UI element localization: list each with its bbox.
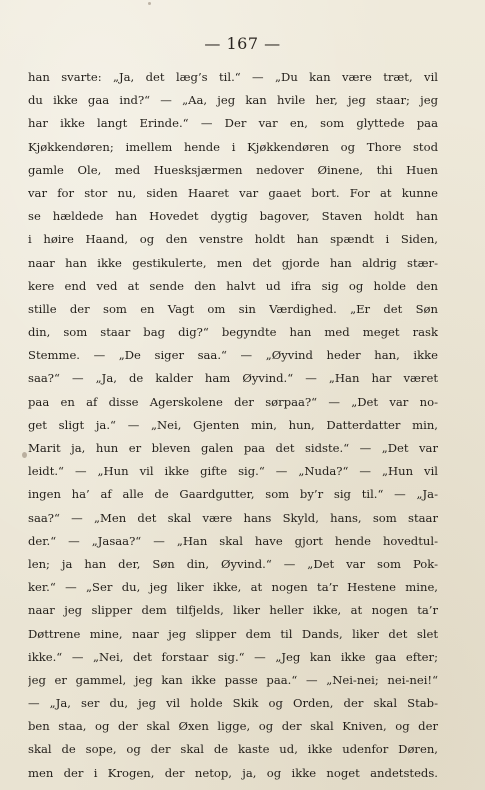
text-line: get sligt ja.“ — „Nei, Gjenten min, hun, Datterdatter min, — [28, 417, 438, 432]
text-line: Stemme. — „De siger saa.“ — „Øyvind heder han, ikke — [28, 348, 438, 363]
text-line: men der i Krogen, der netop, ja, og ikke noget andetsteds. — [28, 765, 438, 780]
text-line: der.“ — „Jasaa?“ — „Han skal have gjort hende hovedtul- — [28, 533, 438, 548]
text-line: var for stor nu, siden Haaret var gaaet bort. For at kunne — [28, 185, 438, 200]
text-line: gamle Ole, med Huesksjærmen nedover Øinene, thi Huen — [28, 162, 438, 177]
text-line: len; ja han der, Søn din, Øyvind.“ — „Det var som Pok- — [28, 556, 438, 571]
body-text — [28, 66, 438, 785]
paper-speck — [22, 452, 27, 458]
text-line: se hældede han Hovedet dygtig bagover, Staven holdt han — [28, 209, 438, 224]
text-line: jeg er gammel, jeg kan ikke passe paa.“ — „Nei-nei; nei-nei!“ — [28, 672, 438, 687]
text-line: naar jeg slipper dem tilfjelds, liker heller ikke, at nogen ta’r — [28, 603, 438, 618]
page-number: — 167 — — [204, 34, 281, 53]
text-line: Marit ja, hun er bleven galen paa det sidste.“ — „Det var — [28, 441, 438, 455]
text-line: skal de sope, og der skal de kaste ud, ikke udenfor Døren, — [28, 742, 438, 757]
text-line: — „Ja, ser du, jeg vil holde Skik og Orden, der skal Stab- — [28, 696, 438, 711]
text-line: saa?“ — „Men det skal være hans Skyld, hans, som staar — [28, 510, 438, 525]
text-line: ben staa, og der skal Øxen ligge, og der skal Kniven, og der — [28, 719, 438, 734]
text-line: ker.“ — „Ser du, jeg liker ikke, at nogen ta’r Hestene mine, — [28, 580, 438, 595]
text-line: saa?“ — „Ja, de kalder ham Øyvind.“ — „Han har været — [28, 371, 438, 386]
text-line: stille der som en Vagt om sin Værdighed. „Er det Søn — [28, 301, 438, 316]
text-line: ingen ha’ af alle de Gaardgutter, som by’r sig til.“ — „Ja- — [28, 487, 438, 502]
text-line: din, som staar bag dig?“ begyndte han med meget rask — [28, 325, 438, 340]
text-line: ikke.“ — „Nei, det forstaar sig.“ — „Jeg kan ikke gaa efter; — [28, 649, 438, 664]
text-line: du ikke gaa ind?“ — „Aa, jeg kan hvile her, jeg staar; jeg — [28, 93, 438, 108]
text-line: kere end ved at sende den halvt ud ifra sig og holde den — [28, 278, 438, 293]
text-line: i høire Haand, og den venstre holdt han spændt i Siden, — [28, 232, 438, 247]
text-line: Døttrene mine, naar jeg slipper dem til Dands, liker det slet — [28, 626, 438, 641]
text-line: han svarte: „Ja, det læg’s til.“ — „Du kan være træt, vil — [28, 70, 438, 84]
text-line: Kjøkkendøren; imellem hende i Kjøkkendøren og Thore stod — [28, 139, 438, 154]
paper-speck — [148, 2, 151, 5]
text-line: leidt.“ — „Hun vil ikke gifte sig.“ — „Nuda?“ — „Hun vil — [28, 464, 438, 479]
text-line: naar han ikke gestikulerte, men det gjorde han aldrig stær- — [28, 255, 438, 270]
text-line: har ikke langt Erinde.“ — Der var en, som glyttede paa — [28, 116, 438, 131]
text-line: paa en af disse Agerskolene der sørpaa?“ — „Det var no- — [28, 394, 438, 409]
